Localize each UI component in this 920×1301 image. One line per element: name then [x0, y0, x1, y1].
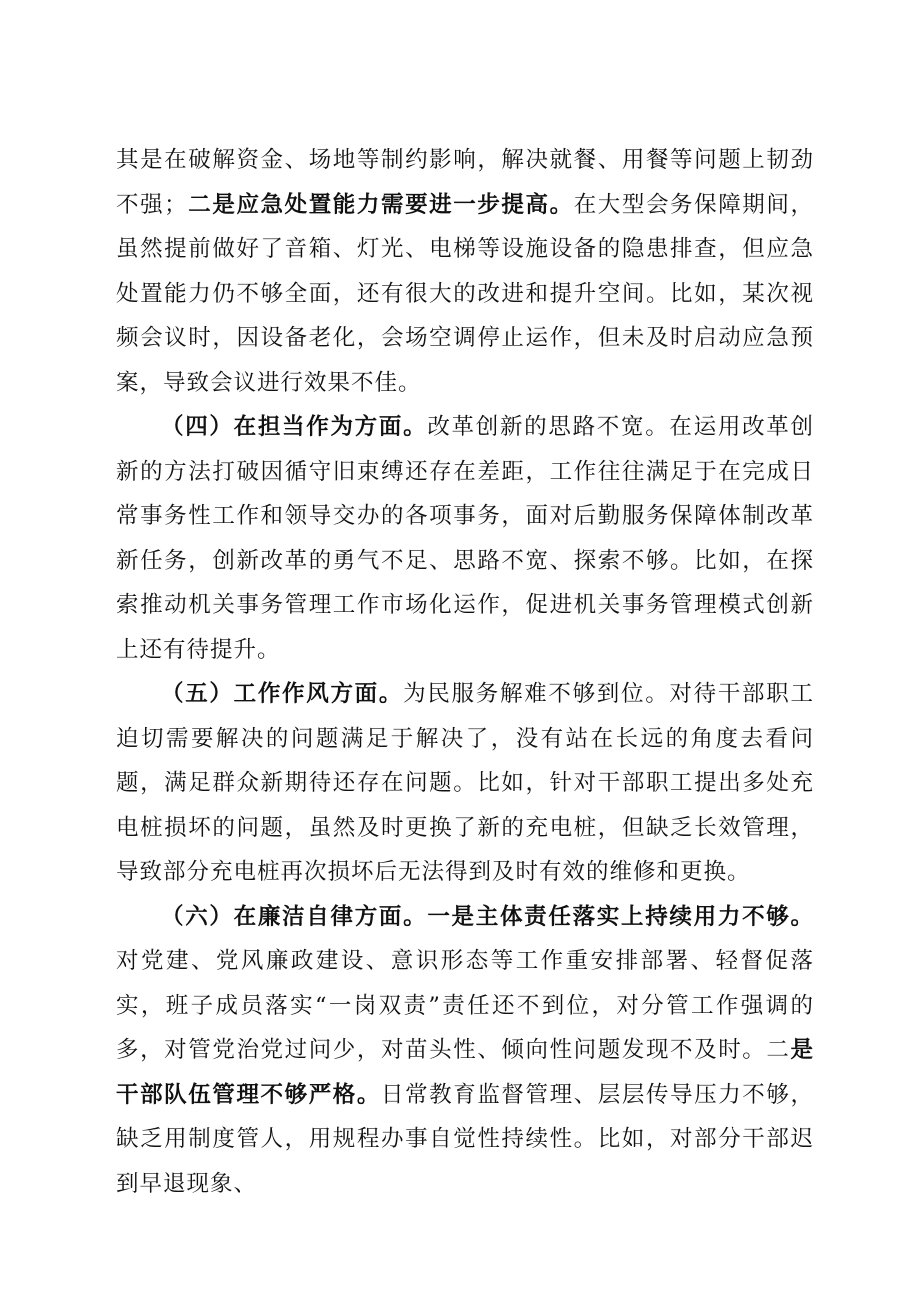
bold-heading-run: 二是应急处置能力需要进一步提高。 — [187, 191, 574, 218]
paragraph-section-6 — [116, 895, 814, 1207]
section-heading-6: （六）在廉洁自律方面。一是主体责任落实上持续用力不够。 — [161, 903, 814, 930]
text-run: 为民服务解难不够到位。对待干部职工迫切需要解决的问题满足于解决了，没有站在长远的角度去看问题，满足群众新期待还存在问题。比如，针对干部职工提出多处充电桩损坏的问题，虽然及时更换了新的充电桩，但缺乏长效管理，导致部分充电桩再次损坏后无法得到及时有效的维修和更换。 — [116, 681, 814, 885]
text-run: 日常教育监督管理、层层传导压力不够，缺乏用制度管人，用规程办事自觉性持续性。比如，对部分干部迟到早退现象、 — [116, 1081, 814, 1197]
text-run: 改革创新的思路不宽。在运用改革创新的方法打破因循守旧束缚还存在差距，工作往往满足于在完成日常事务性工作和领导交办的各项事务，面对后勤服务保障体制改革新任务，创新改革的勇气不足、思路不宽、探索不够。比如，在探索推动机关事务管理工作市场化运作，促进机关事务管理模式创新上还有待提升。 — [116, 414, 814, 663]
text-run: 在大型会务保障期间，虽然提前做好了音箱、灯光、电梯等设施设备的隐患排查，但应急处置能力仍不够全面，还有很大的改进和提升空间。比如，某次视频会议时，因设备老化，会场空调停止运作，但未及时启动应急预案，导致会议进行效果不佳。 — [116, 191, 814, 396]
paragraph-section-4 — [116, 405, 814, 672]
text-run: 其是在破解资金、场地等制约影响，解决就餐、用餐等问题上韧劲不强； — [116, 147, 814, 218]
bold-heading-run: 是干部队伍管理不够严格。 — [116, 1037, 814, 1108]
section-heading-5: （五）工作作风方面。 — [161, 681, 404, 707]
paragraph-continuation — [116, 138, 814, 405]
document-body — [116, 138, 814, 1206]
text-run: 对党建、党风廉政建设、意识形态等工作重安排部署、轻督促落实，班子成员落实“一岗双责”责任还不到位，对分管工作强调的多，对管党治党过问少，对苗头性、倾向性问题发现不及时。二 — [116, 948, 814, 1063]
paragraph-section-5 — [116, 672, 814, 895]
section-heading-4: （四）在担当作为方面。 — [161, 414, 428, 440]
